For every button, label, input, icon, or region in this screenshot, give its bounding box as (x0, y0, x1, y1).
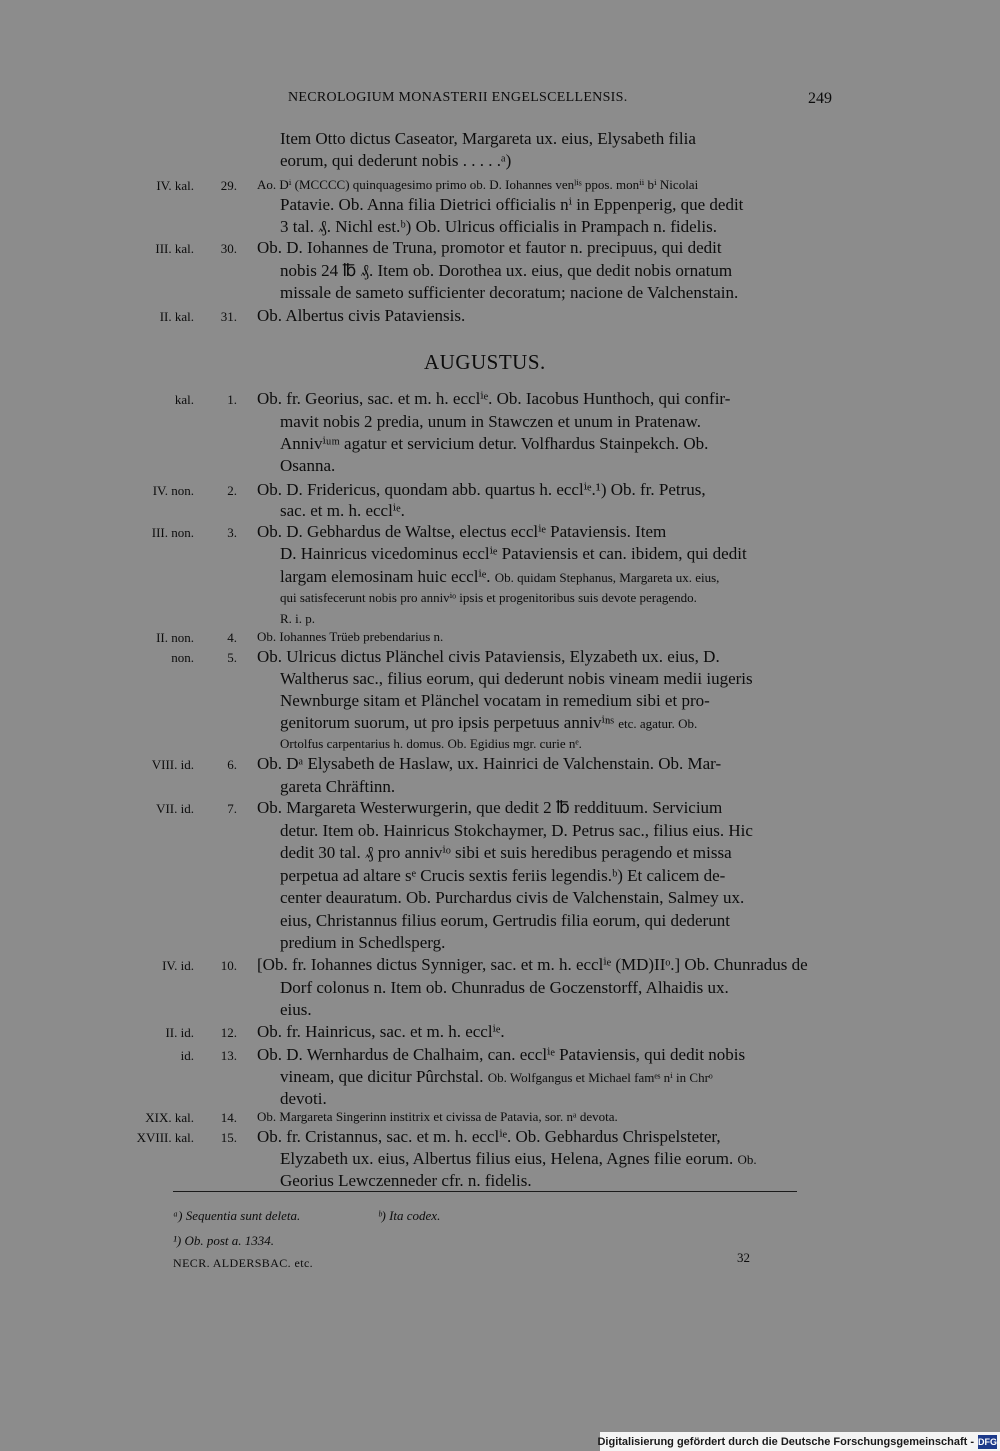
entry-day-number: 14. (220, 1110, 237, 1125)
entry-line: Elyzabeth ux. eius, Albertus filius eius, Helena, Agnes filie eorum. Ob. (280, 1149, 757, 1168)
entry-date: VIII. id. (151, 757, 194, 772)
entry-line: dedit 30 tal. ₰ pro annivⁱᵒ sibi et suis heredibus peragendo et missa (280, 843, 732, 862)
entry-date: IV. kal. (156, 178, 194, 193)
sheet-number: 32 (737, 1250, 750, 1265)
page-header (0, 90, 1000, 112)
entry-line: predium in Schedlsperg. (280, 933, 446, 952)
entry-day-number: 4. (227, 630, 237, 645)
entry-line: Patavie. Ob. Anna filia Dietrici officialis nⁱ in Eppenperig, que dedit (280, 195, 744, 214)
entry-line: Ob. Dᵃ Elysabeth de Haslaw, ux. Hainrici de Valchenstain. Ob. Mar- (257, 754, 722, 773)
entry-line: Dorf colonus n. Item ob. Chunradus de Goczenstorff, Alhaidis ux. (280, 978, 729, 997)
entry-date: XIX. kal. (145, 1110, 194, 1125)
entry-line: Waltherus sac., filius eorum, qui dederunt nobis vineam medii iugeris (280, 669, 753, 688)
entry-line: nobis 24 ℔ ₰. Item ob. Dorothea ux. eius, que dedit nobis ornatum (280, 261, 733, 280)
entry-line: Ob. Margareta Westerwurgerin, que dedit 2 ℔ reddituum. Servicium (257, 798, 723, 817)
month-heading: AUGUSTUS. (424, 350, 546, 374)
entry-line: Ao. Dⁱ (MCCCC) quinquagesimo primo ob. D. Iohannes venˡⁱˢ ppos. monⁱⁱ bⁱ Nicolai (257, 177, 699, 192)
digitization-footer (597, 1432, 1000, 1451)
entry-day-number: 30. (220, 241, 237, 256)
entry-date: non. (171, 650, 194, 665)
dfg-logo-icon: DFG (978, 1436, 997, 1447)
entry-date: kal. (174, 392, 194, 407)
entry-line: Ob. D. Wernhardus de Chalhaim, can. ecclⁱᵉ Pataviensis, qui dedit nobis (257, 1045, 746, 1064)
entry-line: eius. (280, 1000, 312, 1019)
entry-line: Georius Lewczenneder cfr. n. fidelis. (280, 1171, 532, 1190)
entry-line: detur. Item ob. Hainricus Stokchaymer, D. Petrus sac., filius eius. Hic (280, 821, 753, 840)
entry-line: Ob. Margareta Singerinn institrix et civissa de Patavia, sor. nᵃ devota. (257, 1109, 618, 1124)
entry-line: sac. et m. h. ecclⁱᵉ. (280, 501, 405, 520)
entry-line: perpetua ad altare sᵉ Crucis sextis feriis legendis.ᵇ) Et calicem de- (280, 866, 726, 885)
entry-day-number: 15. (220, 1130, 237, 1145)
footnote-rule (173, 1191, 797, 1192)
entry-line: qui satisfecerunt nobis pro annivⁱᵒ ipsis et progenitoribus suis devote peragendo. (280, 590, 697, 605)
entry-day-number: 10. (220, 958, 237, 973)
entry-line: Annivⁱᵘᵐ agatur et servicium detur. Volfhardus Stainpekch. Ob. (280, 434, 709, 453)
entry-day-number: 5. (227, 650, 237, 665)
entry-date: II. non. (156, 630, 194, 645)
entry-day-number: 2. (227, 483, 237, 498)
entry-line: Ortolfus carpentarius h. domus. Ob. Egidius mgr. curie nᵉ. (280, 736, 582, 751)
entry-line: Osanna. (280, 456, 336, 475)
entry-line: R. i. p. (280, 611, 316, 626)
entry-date: VII. id. (156, 801, 194, 816)
entry-line: Item Otto dictus Caseator, Margareta ux. eius, Elysabeth filia (280, 129, 696, 148)
footnote-a: ᵃ) Sequentia sunt deleta. (173, 1208, 301, 1223)
footer-text: Digitalisierung gefördert durch die Deutsche Forschungsgemeinschaft - (597, 1435, 974, 1448)
entry-line: Ob. Iohannes Trüeb prebendarius n. (257, 629, 444, 644)
entry-line: mavit nobis 2 predia, unum in Stawczen et unum in Pratenaw. (280, 412, 701, 431)
running-title: NECROLOGIUM MONASTERII ENGELSCELLENSIS. (288, 90, 628, 105)
entry-line: eius, Christannus filius eorum, Gertrudis filia eorum, qui dederunt (280, 911, 730, 930)
entry-day-number: 3. (227, 525, 237, 540)
entry-day-number: 29. (220, 178, 237, 193)
entry-date: II. id. (165, 1025, 194, 1040)
entry-day-number: 7. (227, 801, 237, 816)
entry-line: Ob. fr. Cristannus, sac. et m. h. ecclⁱᵉ. Ob. Gebhardus Chrispelsteter, (257, 1127, 721, 1146)
entry-line: eorum, qui dederunt nobis . . . . .ᵃ) (280, 151, 512, 170)
page-number: 249 (808, 90, 832, 107)
entry-date: IV. id. (162, 958, 194, 973)
entry-line: 3 tal. ₰. Nichl est.ᵇ) Ob. Ulricus officialis in Prampach n. fidelis. (280, 217, 717, 236)
entry-line: devoti. (280, 1089, 327, 1108)
entry-date: IV. non. (152, 483, 194, 498)
entry-day-number: 1. (227, 392, 237, 407)
entry-day-number: 6. (227, 757, 237, 772)
entry-line: Ob. D. Iohannes de Truna, promotor et fautor n. precipuus, qui dedit (257, 238, 722, 257)
entry-line: [Ob. fr. Iohannes dictus Synniger, sac. et m. h. ecclⁱᵉ (MD)IIᵒ.] Ob. Chunradus de (257, 955, 808, 974)
entry-day-number: 31. (220, 309, 237, 324)
entry-line: Ob. Ulricus dictus Plänchel civis Pataviensis, Elyzabeth ux. eius, D. (257, 647, 720, 666)
footnote-1: ¹) Ob. post a. 1334. (173, 1233, 275, 1248)
entry-date: III. non. (151, 525, 194, 540)
entry-line: vineam, que dicitur Pûrchstal. Ob. Wolfgangus et Michael famᵉˢ nⁱ in Chrᵒ (280, 1067, 713, 1086)
signature-mark: NECR. ALDERSBAC. etc. (173, 1256, 314, 1270)
entry-line: Ob. Albertus civis Pataviensis. (257, 306, 466, 325)
entry-date: XVIII. kal. (136, 1130, 194, 1145)
entry-line: Ob. fr. Hainricus, sac. et m. h. ecclⁱᵉ. (257, 1022, 505, 1041)
entry-line: center deauratum. Ob. Purchardus civis de Valchenstain, Salmey ux. (280, 888, 745, 907)
footnote-b: ᵇ) Ita codex. (378, 1208, 441, 1223)
entry-day-number: 12. (220, 1025, 237, 1040)
entry-line: Ob. D. Fridericus, quondam abb. quartus h. ecclⁱᵉ.¹) Ob. fr. Petrus, (257, 480, 706, 499)
entry-line: largam elemosinam huic ecclⁱᵉ. Ob. quidam Stephanus, Margareta ux. eius, (280, 567, 720, 586)
entry-date: III. kal. (155, 241, 194, 256)
entry-line: gareta Chräftinn. (280, 777, 396, 796)
entry-line: Ob. fr. Georius, sac. et m. h. ecclⁱᵉ. Ob. Iacobus Hunthoch, qui confir- (257, 389, 731, 408)
entry-line: D. Hainricus vicedominus ecclⁱᵉ Pataviensis et can. ibidem, qui dedit (280, 544, 747, 563)
entry-date: id. (180, 1048, 194, 1063)
entry-date: II. kal. (159, 309, 194, 324)
entry-line: genitorum suorum, ut pro ipsis perpetuus annivⁱⁿˢ etc. agatur. Ob. (280, 713, 698, 732)
entry-line: missale de sameto sufficienter decoratum; nacione de Valchenstain. (280, 283, 739, 302)
entry-day-number: 13. (220, 1048, 237, 1063)
entry-line: Ob. D. Gebhardus de Waltse, electus ecclⁱᵉ Pataviensis. Item (257, 522, 667, 541)
entry-line: Newnburge sitam et Plänchel vocatam in remedium sibi et pro- (280, 691, 710, 710)
